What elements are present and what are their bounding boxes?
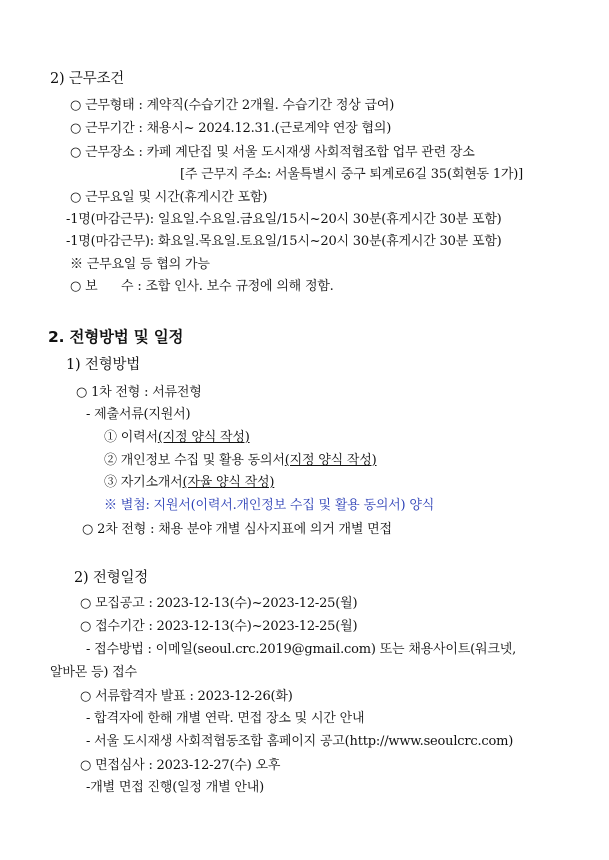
work-place-label: ○ 근무장소 : [70,145,147,160]
work-type-label: ○ 근무형태 : [70,98,147,113]
work-pay-value: 조합 인사. 보수 규정에 의해 정함. [145,279,334,294]
document-privacy-prefix: ② 개인정보 수집 및 활용 동의서 [104,453,285,468]
schedule-doc-pass: ○ 서류합격자 발표 : 2023-12-26(화) [80,689,293,704]
work-pay-line [70,278,334,295]
document-self-intro [104,474,274,491]
selection-heading: 2. 전형방법 및 일정 [48,328,184,346]
schedule-doc-pass-note-1: - 합격자에 한해 개별 연락. 면접 장소 및 시간 안내 [86,711,365,726]
schedule-interview: ○ 면접심사 : 2023-12-27(수) 오후 [80,758,281,773]
schedule-heading: 2) 전형일정 [74,570,149,586]
second-round-line: ○ 2차 전형 : 채용 분야 개별 심사지표에 의거 개별 면접 [82,522,392,537]
work-place-value: 카페 계단집 및 서울 도시재생 사회적협조합 업무 관련 장소 [146,145,475,160]
document-privacy-consent [104,452,377,469]
first-round-line: ○ 1차 전형 : 서류전형 [76,385,202,400]
document-self-intro-prefix: ③ 자기소개서 [104,475,183,490]
schedule-notice: ○ 모집공고 : 2023-12-13(수)~2023-12-25(월) [80,596,358,611]
schedule-receipt: ○ 접수기간 : 2023-12-13(수)~2023-12-25(월) [80,619,358,634]
schedule-interview-note: -개별 면접 진행(일정 개별 안내) [86,780,264,795]
work-days-label: ○ 근무요일 및 시간(휴게시간 포함) [70,190,268,205]
work-place-line [70,144,475,161]
document-self-intro-note: (자율 양식 작성) [182,475,275,490]
document-resume-prefix: ① 이력서 [104,430,158,445]
work-days-note: ※ 근무요일 등 협의 가능 [70,257,210,272]
work-conditions-heading: 2) 근무조건 [50,71,125,87]
work-period-line [70,120,391,137]
work-period-label: ○ 근무기간 : [70,121,147,136]
attachment-note: ※ 별첨: 지원서(이력서.개인정보 수집 및 활용 동의서) 양식 [104,498,435,513]
document-resume-note: (지정 양식 작성) [157,430,250,445]
work-pay-label: ○ 보 수 : [70,279,146,294]
work-shift-2: -1명(마감근무): 화요일.목요일.토요일/15시~20시 30분(휴게시간 30분 포함) [66,234,502,249]
method-heading: 1) 전형방법 [66,357,141,373]
schedule-doc-pass-note-2: - 서울 도시재생 사회적협동조합 홈페이지 공고(http://www.seoulcrc.com) [86,734,514,749]
document-resume [104,429,250,446]
documents-label: - 제출서류(지원서) [86,407,191,422]
work-period-value: 채용시~ 2024.12.31.(근로계약 연장 협의) [146,121,392,136]
work-type-value: 계약직(수습기간 2개월. 수습기간 정상 급여) [146,98,395,113]
work-place-address: [주 근무지 주소: 서울특별시 중구 퇴계로6길 35(회현동 1가)] [180,167,523,182]
schedule-method-line-1: - 접수방법 : 이메일(seoul.crc.2019@gmail.com) 또는 채용사이트(워크넷, [86,642,516,657]
work-type-line [70,97,394,114]
document-privacy-note: (지정 양식 작성) [284,453,377,468]
work-shift-1: -1명(마감근무): 일요일.수요일.금요일/15시~20시 30분(휴게시간 30분 포함) [66,212,502,227]
schedule-method-line-2: 알바몬 등) 접수 [50,665,137,680]
